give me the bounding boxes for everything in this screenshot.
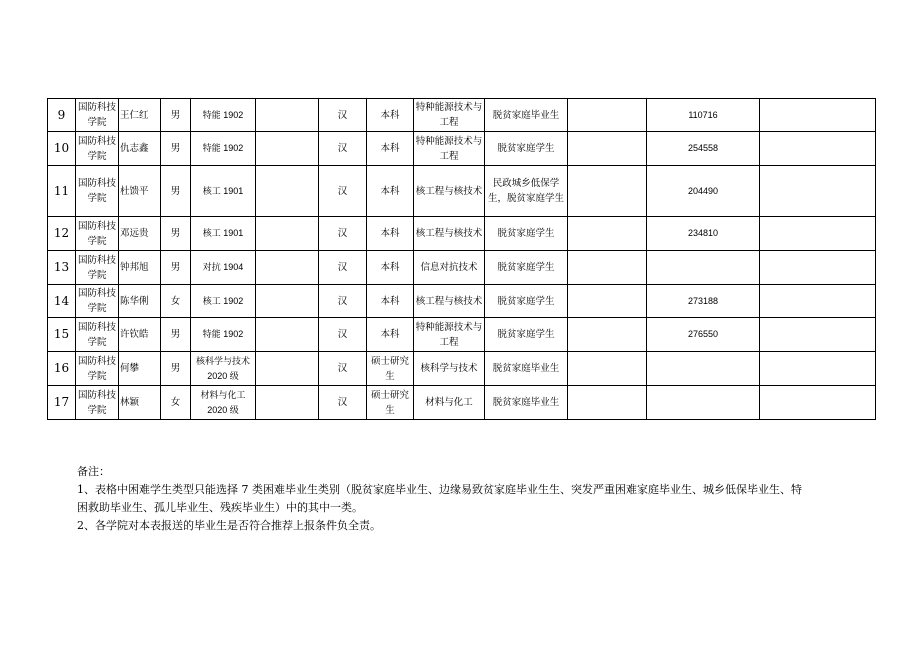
cell-no: 10	[48, 132, 76, 166]
table-row	[48, 166, 876, 217]
cell-major: 特种能源技术与工程	[414, 318, 485, 352]
cell-level: 本科	[367, 318, 414, 352]
cell-college: 国防科技学院	[76, 318, 119, 352]
cell-blank3	[760, 386, 876, 420]
cell-no: 17	[48, 386, 76, 420]
cell-blank1	[256, 217, 319, 251]
cell-major: 核工程与核技术	[414, 217, 485, 251]
cell-blank1	[256, 99, 319, 132]
table-row	[48, 251, 876, 285]
cell-code: 234810	[647, 217, 760, 251]
cell-blank1	[256, 318, 319, 352]
cell-blank2	[568, 386, 647, 420]
cell-class: 核科学与技术 2020 级	[191, 352, 256, 386]
cell-blank2	[568, 352, 647, 386]
cell-ethnic: 汉	[319, 251, 367, 285]
table-row	[48, 99, 876, 132]
cell-name: 陈华俐	[119, 285, 161, 318]
cell-no: 13	[48, 251, 76, 285]
cell-type: 脱贫家庭学生	[485, 285, 568, 318]
cell-name: 王仁红	[119, 99, 161, 132]
cell-major: 核科学与技术	[414, 352, 485, 386]
cell-ethnic: 汉	[319, 352, 367, 386]
cell-blank3	[760, 251, 876, 285]
cell-level: 本科	[367, 217, 414, 251]
cell-level: 本科	[367, 285, 414, 318]
cell-type: 脱贫家庭学生	[485, 132, 568, 166]
cell-code: 276550	[647, 318, 760, 352]
cell-class: 核工 1901	[191, 166, 256, 217]
cell-type: 脱贫家庭毕业生	[485, 352, 568, 386]
cell-name: 邓远贵	[119, 217, 161, 251]
cell-college: 国防科技学院	[76, 217, 119, 251]
cell-blank3	[760, 285, 876, 318]
cell-blank2	[568, 217, 647, 251]
cell-class: 对抗 1904	[191, 251, 256, 285]
table-row	[48, 132, 876, 166]
cell-level: 硕士研究生	[367, 386, 414, 420]
cell-name: 何攀	[119, 352, 161, 386]
cell-ethnic: 汉	[319, 386, 367, 420]
note-line-3: 2、各学院对本表报送的毕业生是否符合推荐上报条件负全责。	[77, 519, 381, 532]
note-line-2: 困救助毕业生、孤儿毕业生、残疾毕业生）中的其中一类。	[77, 501, 363, 514]
cell-blank2	[568, 251, 647, 285]
cell-gender: 男	[161, 318, 191, 352]
cell-no: 15	[48, 318, 76, 352]
cell-blank3	[760, 99, 876, 132]
cell-gender: 男	[161, 251, 191, 285]
cell-blank2	[568, 132, 647, 166]
cell-gender: 男	[161, 217, 191, 251]
cell-college: 国防科技学院	[76, 132, 119, 166]
cell-type: 脱贫家庭毕业生	[485, 386, 568, 420]
cell-class: 特能 1902	[191, 318, 256, 352]
cell-no: 11	[48, 166, 76, 217]
cell-major: 特种能源技术与工程	[414, 132, 485, 166]
table-row	[48, 318, 876, 352]
cell-type: 民政城乡低保学生，脱贫家庭学生	[485, 166, 568, 217]
cell-class: 核工 1901	[191, 217, 256, 251]
cell-level: 本科	[367, 99, 414, 132]
notes-section	[77, 463, 877, 535]
cell-college: 国防科技学院	[76, 386, 119, 420]
cell-major: 核工程与核技术	[414, 166, 485, 217]
cell-blank3	[760, 217, 876, 251]
cell-no: 14	[48, 285, 76, 318]
cell-blank3	[760, 166, 876, 217]
cell-blank1	[256, 352, 319, 386]
cell-major: 特种能源技术与工程	[414, 99, 485, 132]
cell-gender: 男	[161, 352, 191, 386]
cell-code	[647, 352, 760, 386]
notes-heading: 备注：	[77, 465, 110, 478]
cell-blank2	[568, 99, 647, 132]
cell-class: 特能 1902	[191, 132, 256, 166]
cell-college: 国防科技学院	[76, 285, 119, 318]
cell-level: 本科	[367, 132, 414, 166]
table-row	[48, 386, 876, 420]
cell-name: 钟邦旭	[119, 251, 161, 285]
cell-no: 16	[48, 352, 76, 386]
cell-ethnic: 汉	[319, 99, 367, 132]
cell-type: 脱贫家庭学生	[485, 251, 568, 285]
cell-blank3	[760, 352, 876, 386]
cell-gender: 男	[161, 99, 191, 132]
cell-code: 273188	[647, 285, 760, 318]
cell-level: 硕士研究生	[367, 352, 414, 386]
cell-gender: 女	[161, 285, 191, 318]
cell-code	[647, 251, 760, 285]
cell-blank1	[256, 285, 319, 318]
cell-type: 脱贫家庭学生	[485, 217, 568, 251]
cell-no: 12	[48, 217, 76, 251]
cell-name: 仇志鑫	[119, 132, 161, 166]
table-row	[48, 352, 876, 386]
cell-level: 本科	[367, 251, 414, 285]
cell-ethnic: 汉	[319, 166, 367, 217]
cell-college: 国防科技学院	[76, 352, 119, 386]
cell-major: 信息对抗技术	[414, 251, 485, 285]
student-table	[47, 98, 876, 420]
cell-name: 林颖	[119, 386, 161, 420]
cell-major: 材料与化工	[414, 386, 485, 420]
cell-class: 材料与化工 2020 级	[191, 386, 256, 420]
cell-blank2	[568, 166, 647, 217]
cell-name: 许钦皓	[119, 318, 161, 352]
cell-gender: 男	[161, 132, 191, 166]
cell-level: 本科	[367, 166, 414, 217]
cell-blank3	[760, 318, 876, 352]
cell-college: 国防科技学院	[76, 166, 119, 217]
cell-major: 核工程与核技术	[414, 285, 485, 318]
cell-name: 杜馈平	[119, 166, 161, 217]
cell-blank2	[568, 318, 647, 352]
cell-ethnic: 汉	[319, 132, 367, 166]
table-row	[48, 285, 876, 318]
cell-code: 204490	[647, 166, 760, 217]
cell-type: 脱贫家庭学生	[485, 318, 568, 352]
cell-code: 110716	[647, 99, 760, 132]
cell-class: 特能 1902	[191, 99, 256, 132]
cell-code	[647, 386, 760, 420]
cell-no: 9	[48, 99, 76, 132]
cell-class: 核工 1902	[191, 285, 256, 318]
cell-blank1	[256, 386, 319, 420]
cell-ethnic: 汉	[319, 318, 367, 352]
cell-ethnic: 汉	[319, 217, 367, 251]
cell-college: 国防科技学院	[76, 99, 119, 132]
note-line-1: 1、表格中困难学生类型只能选择 7 类困难毕业生类别（脱贫家庭毕业生、边缘易致贫家庭毕业生生、突发严重困难家庭毕业生、城乡低保毕业生、特	[77, 483, 802, 496]
cell-gender: 女	[161, 386, 191, 420]
cell-blank1	[256, 251, 319, 285]
cell-blank1	[256, 166, 319, 217]
cell-ethnic: 汉	[319, 285, 367, 318]
cell-college: 国防科技学院	[76, 251, 119, 285]
cell-code: 254558	[647, 132, 760, 166]
cell-type: 脱贫家庭毕业生	[485, 99, 568, 132]
cell-blank2	[568, 285, 647, 318]
cell-blank3	[760, 132, 876, 166]
table-row	[48, 217, 876, 251]
cell-gender: 男	[161, 166, 191, 217]
cell-blank1	[256, 132, 319, 166]
